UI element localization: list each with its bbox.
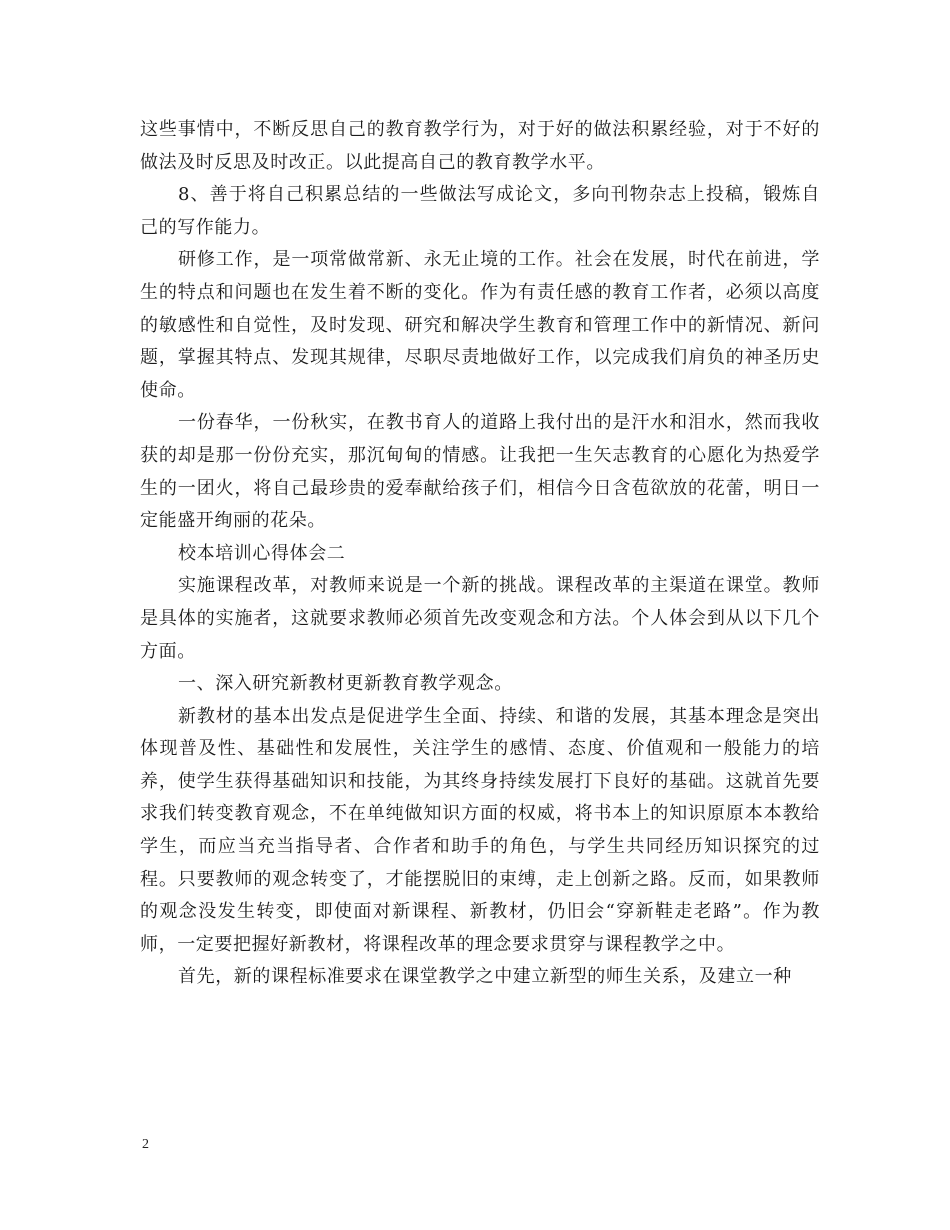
subheading-one: 一、深入研究新教材更新教育教学观念。 <box>178 673 513 695</box>
paragraph-8: 新教材的基本出发点是促进学生全面、持续、和谐的发展，其基本理念是突出体现普及性、基础性和发展性，关注学生的感情、态度、价值观和一般能力的培养，使学生获得基础知识和技能，为其终身持续发展打下良好的基础。这就首先要求我们转变教育观念，不在单纯做知识方面的权威，将书本上的知识原原本本教给学生，而应当充当指导者、合作者和助手的角色，与学生共同经历知识探究的过程。只要教师的观念转变了，才能摆脱旧的束缚，走上创新之路。反而，如果教师的观念没发生转变，即使面对新课程、新教材，仍旧会“穿新鞋走老路”。作为教师，一定要把握好新教材，将课程改革的理念要求贯穿与课程教学之中。 <box>140 705 820 955</box>
paragraph-1: 这些事情中，不断反思自己的教育教学行为，对于好的做法积累经验，对于不好的做法及时反思及时改正。以此提高自己的教育教学水平。 <box>140 119 820 173</box>
paragraph-6: 实施课程改革，对教师来说是一个新的挑战。课程改革的主渠道在课堂。教师是具体的实施者，这就要求教师必须首先改变观念和方法。个人体会到从以下几个方面。 <box>140 575 820 662</box>
paragraph-4: 一份春华，一份秋实，在教书育人的道路上我付出的是汗水和泪水，然而我收获的却是那一份份充实，那沉甸甸的情感。让我把一生矢志教育的心愿化为热爱学生的一团火，将自己最珍贵的爱奉献给孩子们，相信今日含苞欲放的花蕾，明日一定能盛开绚丽的花朵。 <box>140 412 820 532</box>
paragraph-2: 8、善于将自己积累总结的一些做法写成论文，多向刊物杂志上投稿，锻炼自己的写作能力。 <box>140 184 820 238</box>
page-number: 2 <box>142 1137 149 1152</box>
paragraph-9: 首先，新的课程标准要求在课堂教学之中建立新型的师生关系，及建立一种 <box>178 966 792 988</box>
paragraph-3: 研修工作，是一项常做常新、永无止境的工作。社会在发展，时代在前进，学生的特点和问题也在发生着不断的变化。作为有责任感的教育工作者，必须以高度的敏感性和自觉性，及时发现、研究和解决学生教育和管理工作中的新情况、新问题，掌握其特点、发现其规律，尽职尽责地做好工作，以完成我们肩负的神圣历史使命。 <box>140 249 820 401</box>
section-heading: 校本培训心得体会二 <box>178 542 346 564</box>
document-body <box>140 114 820 994</box>
